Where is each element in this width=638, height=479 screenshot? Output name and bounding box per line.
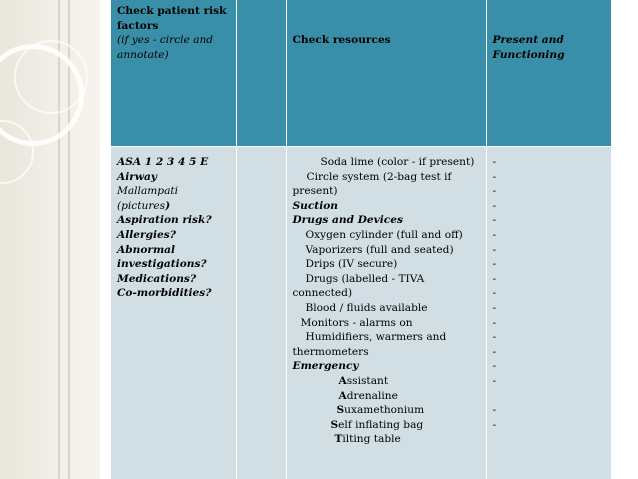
dash: - — [492, 170, 497, 183]
suction-heading: Suction — [292, 199, 338, 212]
monitors: Monitors - alarms on — [300, 316, 413, 329]
mnemonic-letter: S — [336, 404, 345, 417]
decorative-ring — [14, 40, 88, 114]
mallampati-label: Mallampati — [117, 185, 179, 198]
mnemonic-letter: A — [338, 374, 347, 387]
dash: - — [492, 272, 497, 285]
abnormal-line-1: Abnormal — [117, 243, 176, 256]
present-functioning-cell — [486, 147, 611, 479]
risk-factors-cell — [111, 147, 236, 479]
mnemonic-rest: elf inflating bag — [338, 418, 424, 431]
mnemonic-letter: S — [330, 418, 339, 431]
pictures-text: (pictures — [117, 199, 166, 212]
medications: Medications? — [117, 272, 197, 285]
airway-label: Airway — [117, 170, 157, 183]
mnemonic-assistant — [293, 374, 480, 389]
humidifiers-line-1: Humidifiers, warmers and — [305, 331, 447, 344]
dash: - — [492, 214, 497, 227]
drugs-line-2: connected) — [292, 287, 353, 300]
dash: - — [492, 156, 497, 168]
mnemonic-rest: ssistant — [346, 374, 389, 387]
blood-fluids: Blood / fluids available — [305, 301, 428, 314]
mnemonic-tilting-table — [293, 432, 480, 447]
body-spacer — [236, 147, 286, 479]
soda-lime: Soda lime (color - if present) — [320, 156, 475, 168]
dash: - — [492, 418, 497, 431]
circle-system-2: present) — [292, 185, 338, 198]
mnemonic-rest: ilting table — [342, 433, 401, 446]
emergency-heading: Emergency — [292, 360, 359, 373]
dash: - — [492, 258, 497, 271]
drugs-line-1: Drugs (labelled - TIVA — [305, 272, 425, 285]
header-risk-factors-subtitle: (if yes - circle and annotate) — [117, 34, 214, 61]
oxygen-cylinder: Oxygen cylinder (full and off) — [305, 228, 463, 241]
drugs-devices-heading: Drugs and Devices — [292, 214, 403, 227]
header-risk-factors — [111, 0, 236, 147]
aspiration-risk: Aspiration risk? — [117, 214, 212, 227]
circle-system-1: Circle system (2-bag test if — [306, 170, 452, 183]
humidifiers-line-2: thermometers — [292, 345, 369, 358]
mnemonic-letter: A — [338, 389, 347, 402]
dash: - — [492, 345, 497, 358]
decorative-side-band — [0, 0, 100, 479]
dash: - — [492, 228, 497, 241]
header-resources: Check resources — [286, 0, 486, 147]
allergies: Allergies? — [117, 228, 176, 241]
mnemonic-rest: drenaline — [346, 389, 398, 402]
dash: - — [492, 360, 497, 373]
asa-grade: ASA 1 2 3 4 5 E — [117, 156, 209, 168]
comorbidities: Co-morbidities? — [117, 287, 212, 300]
mnemonic-suxamethonium — [293, 403, 480, 418]
drips: Drips (IV secure) — [305, 258, 398, 271]
dash: - — [492, 301, 497, 314]
dash: - — [492, 331, 497, 344]
dash: - — [492, 243, 497, 256]
pictures-close: ) — [165, 199, 171, 212]
pictures-note — [117, 199, 230, 214]
dash: - — [492, 185, 497, 198]
dash: - — [492, 404, 497, 417]
resources-cell — [286, 147, 486, 479]
dash: - — [492, 316, 497, 329]
header-risk-factors-title: Check patient risk factors — [117, 5, 227, 32]
abnormal-line-2: investigations? — [117, 258, 207, 271]
header-spacer — [236, 0, 286, 147]
mnemonic-self-inflating-bag — [293, 418, 480, 433]
dash: - — [492, 199, 497, 212]
table-body-row — [111, 147, 611, 479]
vaporizers: Vaporizers (full and seated) — [305, 243, 454, 256]
dash: - — [492, 374, 497, 387]
dash-blank — [493, 389, 605, 404]
mnemonic-adrenaline — [293, 389, 480, 404]
header-present-functioning: Present and Functioning — [486, 0, 611, 147]
table-header-row — [111, 0, 611, 147]
mnemonic-letter: T — [334, 433, 343, 446]
dash: - — [492, 287, 497, 300]
checklist-table — [111, 0, 612, 479]
mnemonic-rest: uxamethonium — [344, 404, 425, 417]
